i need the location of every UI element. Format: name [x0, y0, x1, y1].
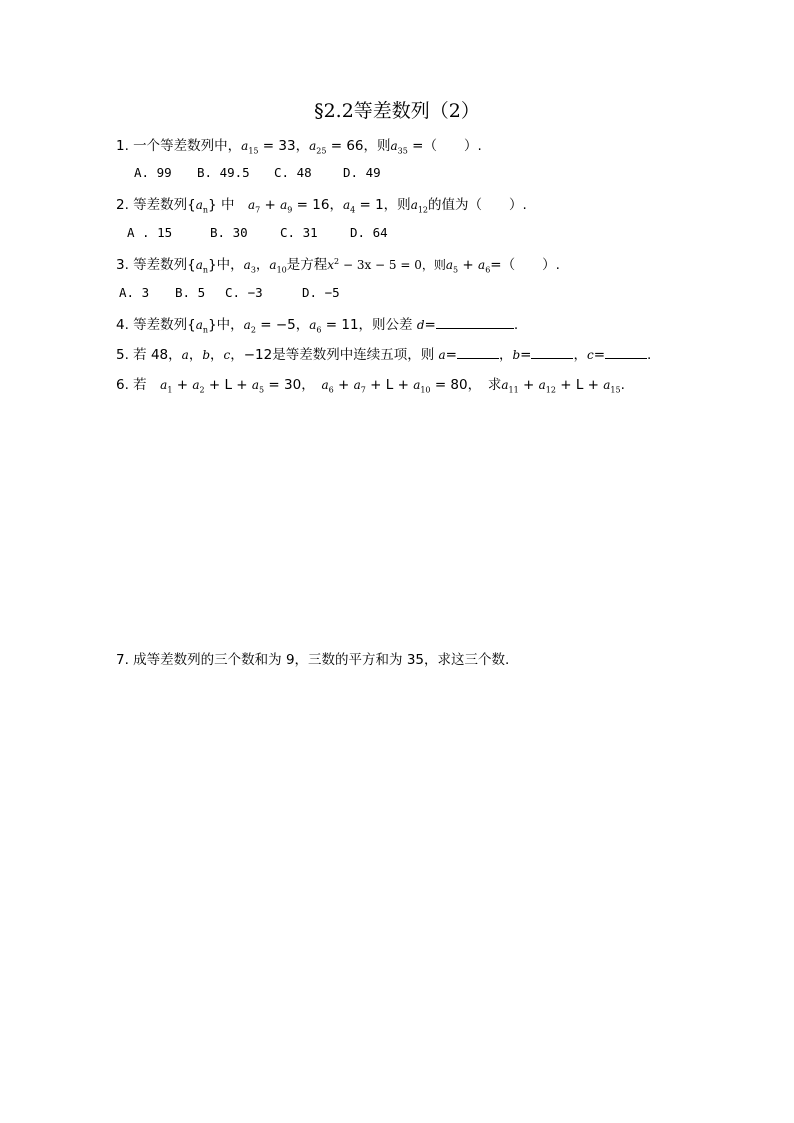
q5-ans-c-label: c: [586, 348, 594, 362]
q6-a7: $a_7$: [353, 378, 366, 395]
q6-a2: $a_2$: [192, 378, 205, 395]
question-3: [116, 253, 560, 274]
q5-sep-2: ，: [573, 347, 587, 363]
q4-tail: =: [424, 317, 436, 333]
q2-option-b: B. 30: [210, 225, 248, 240]
q5-ans-a-label: a: [438, 348, 446, 362]
q4-eq1: = −5，: [255, 317, 310, 333]
q6-plus-6: + L +: [555, 377, 604, 393]
q4-a6: $a_6$: [309, 318, 322, 335]
q6-eq-1: = 30，: [264, 377, 322, 393]
q3-is: 是方程: [286, 257, 328, 273]
q5-eq-a: =: [445, 347, 457, 363]
q2-a4: $a_4$: [342, 198, 356, 215]
q6-plus-4: + L +: [365, 377, 414, 393]
q4-a2: $a_2$: [243, 318, 256, 335]
q5-end: .: [647, 347, 652, 363]
q6-a11: $a_{11}$: [501, 378, 519, 395]
q1-a15: $a_{15}$: [241, 139, 259, 156]
question-7: 7. 成等差数列的三个数和为 9，三数的平方和为 35，求这三个数.: [116, 652, 510, 668]
q3-a10: $a_{10}$: [269, 258, 287, 275]
question-2: [116, 193, 527, 214]
q5-var-b: b: [202, 348, 210, 362]
q3-plus: +: [458, 257, 479, 273]
q1-a35: $a_{35}$: [390, 139, 408, 156]
q2-option-d: D. 64: [350, 225, 388, 240]
q5-eq-c: =: [593, 347, 606, 363]
q6-a10: $a_{10}$: [413, 378, 431, 395]
q6-end: .: [620, 377, 625, 393]
q2-a7: $a_7$: [247, 198, 261, 215]
q5-var-c: c: [223, 348, 231, 362]
q1-tail: =（ ）.: [407, 138, 482, 154]
q5-comma-1: ，: [188, 347, 203, 363]
q6-eq-2: = 80， 求: [430, 377, 502, 393]
page-title: §2.2等差数列（2）: [314, 100, 480, 122]
q2-option-a: A . 15: [127, 225, 173, 240]
q1-option-b: B. 49.5: [197, 165, 250, 180]
q4-answer-blank[interactable]: [436, 316, 514, 329]
q5-sep-1: ，: [498, 347, 513, 363]
q1-option-a: A. 99: [134, 165, 172, 180]
q3-prefix: 3. 等差数列{: [116, 257, 196, 273]
question-1: [116, 134, 482, 155]
q2-prefix: 2. 等差数列{: [116, 197, 196, 213]
q5-comma-2: ，: [210, 347, 224, 363]
q5-mid: ，−12是等差数列中连续五项，则: [230, 347, 439, 363]
q5-blank-c[interactable]: [605, 346, 647, 359]
q2-tail: 的值为（ ）.: [428, 197, 527, 213]
q4-eq2: = 11，则公差: [321, 317, 417, 333]
q2-eq2: = 1，则: [355, 197, 411, 213]
q5-blank-b[interactable]: [531, 346, 573, 359]
q3-option-a: A. 3: [119, 285, 150, 300]
q2-mid: } 中: [208, 197, 248, 213]
q6-a6: $a_6$: [321, 378, 334, 395]
question-5: [116, 343, 651, 363]
q6-a1: $a_1$: [160, 378, 173, 395]
q5-ans-b-label: b: [512, 348, 521, 362]
q3-equation: − 3x − 5 = 0，则: [339, 258, 446, 272]
q6-a5: $a_5$: [251, 378, 265, 395]
q2-eq1: = 16，: [292, 197, 343, 213]
q4-an: $a_n$: [195, 318, 209, 335]
q4-prefix: 4. 等差数列{: [116, 317, 196, 333]
q1-option-c: C. 48: [274, 165, 312, 180]
q3-option-b: B. 5: [175, 285, 206, 300]
q3-a6: $a_6$: [478, 258, 491, 275]
q6-plus-1: +: [172, 377, 193, 393]
q4-mid: }中，: [208, 317, 244, 333]
q5-prefix: 5. 若 48，: [116, 347, 182, 363]
q1-option-d: D. 49: [343, 165, 381, 180]
q3-comma: ，: [255, 257, 270, 273]
q6-prefix: 6. 若: [116, 377, 161, 393]
q6-plus-3: +: [333, 377, 354, 393]
q3-a3: $a_3$: [243, 258, 256, 275]
q6-a12: $a_{12}$: [538, 378, 556, 395]
q1-eq2: = 66，则: [326, 138, 391, 154]
q3-option-c: C. −3: [225, 285, 263, 300]
q1-eq1: = 33，: [258, 138, 310, 154]
q3-tail: =（ ）.: [490, 257, 560, 273]
q2-a9: $a_9$: [280, 198, 293, 215]
q2-plus: +: [260, 197, 281, 213]
q4-d: d: [416, 318, 425, 332]
q3-a5: $a_5$: [445, 258, 459, 275]
q3-an: $a_n$: [195, 258, 209, 275]
q2-option-c: C. 31: [280, 225, 318, 240]
q4-end: .: [513, 317, 519, 333]
q5-var-a: a: [181, 348, 189, 362]
q3-option-d: D. −5: [302, 285, 340, 300]
question-6: [116, 373, 625, 394]
q6-plus-2: + L +: [204, 377, 252, 393]
q5-blank-a[interactable]: [457, 346, 499, 359]
q6-a15: $a_{15}$: [603, 378, 621, 395]
q6-plus-5: +: [518, 377, 539, 393]
question-4: [116, 313, 518, 334]
q3-x2: $x^2$: [327, 257, 340, 272]
q3-mid: }中，: [208, 257, 244, 273]
q2-an: $a_n$: [195, 198, 209, 215]
q1-a25: $a_{25}$: [309, 139, 327, 156]
q2-a12: $a_{12}$: [410, 198, 429, 215]
q5-eq-b: =: [520, 347, 532, 363]
q1-prefix: 1. 一个等差数列中，: [116, 138, 242, 154]
